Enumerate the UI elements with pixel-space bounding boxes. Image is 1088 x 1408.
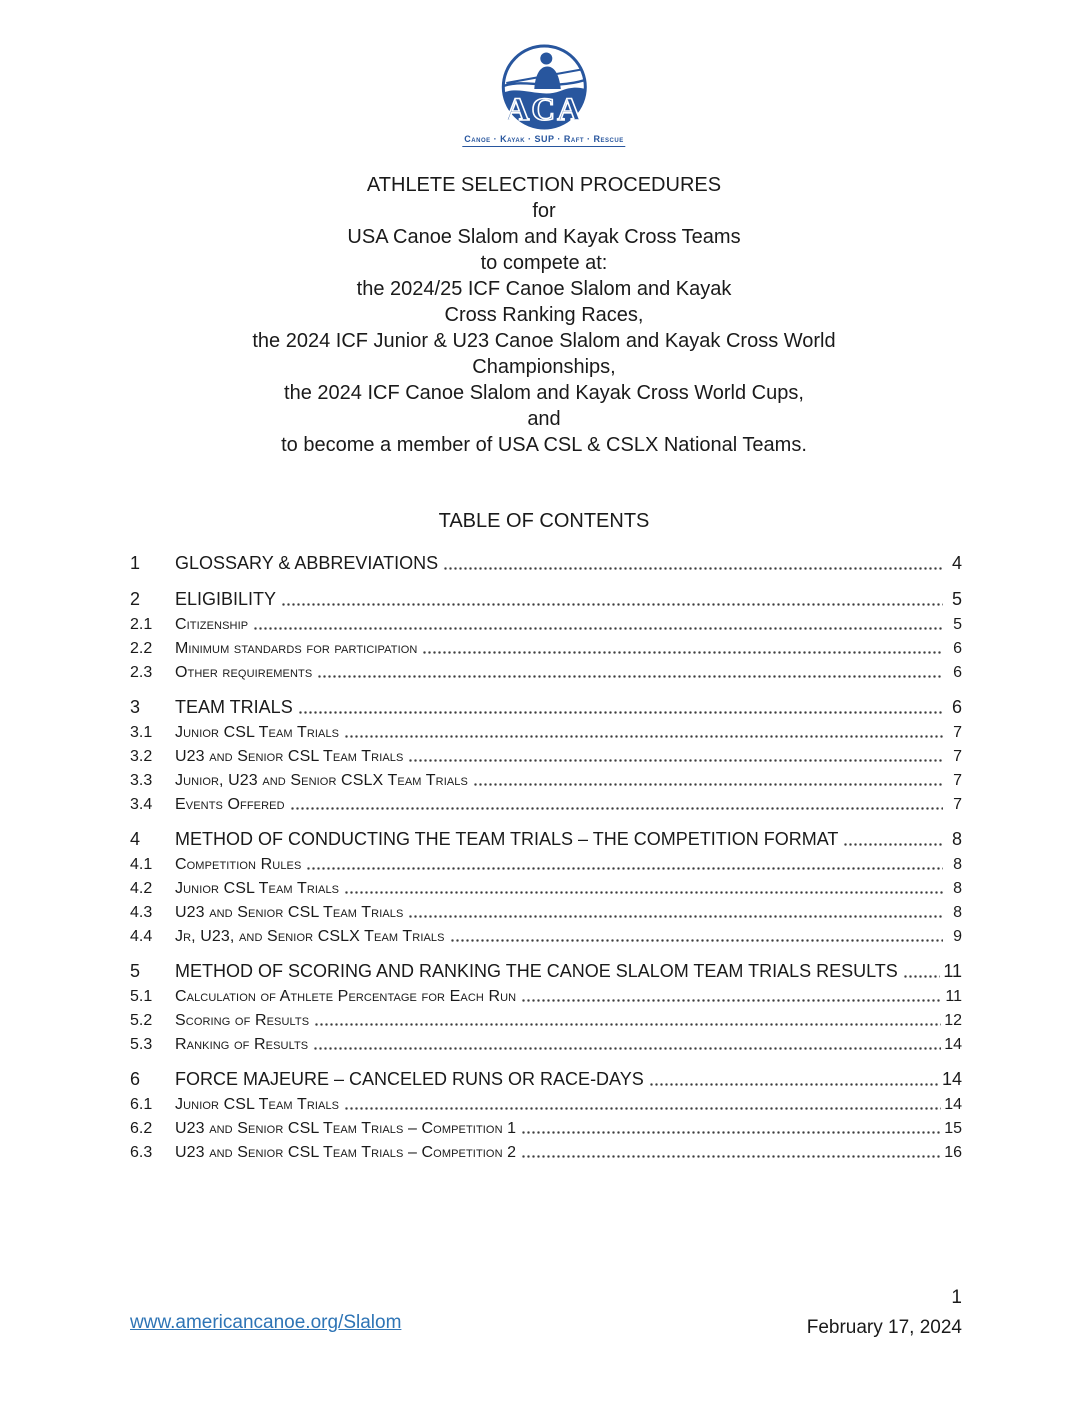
title-line: the 2024 ICF Canoe Slalom and Kayak Cross World Cups, [284,382,804,404]
toc-entry-number: 4 [130,829,141,849]
toc-leader-dots [443,547,943,574]
toc-entry-label: Scoring of Results [175,1012,310,1029]
toc-entry-number: 2.2 [130,640,153,657]
toc-entry[interactable] [130,1063,962,1090]
toc-leader-dots [903,955,941,982]
toc-entry-label: U23 and Senior CSL Team Trials [175,748,404,765]
toc-entry-number: 5.2 [130,1012,153,1029]
toc-entry-page: 9 [953,928,962,945]
toc-entry-label: U23 and Senior CSL Team Trials – Competition 2 [175,1144,517,1161]
footer-website-link[interactable]: www.americancanoe.org/Slalom [130,1312,402,1333]
toc-leader-dots [843,823,943,850]
toc-leader-dots [473,766,943,790]
toc-entry[interactable] [130,1006,962,1030]
toc-entry[interactable] [130,691,962,718]
toc-entry[interactable] [130,982,962,1006]
title-block [0,172,1088,458]
toc-entry-label: METHOD OF SCORING AND RANKING THE CANOE SLALOM TEAM TRIALS RESULTS [175,961,898,981]
toc-entry[interactable] [130,547,962,574]
toc-entry-label: Minimum standards for participation [175,640,418,657]
toc-entry-page: 11 [945,988,962,1005]
toc-entry-page: 11 [943,961,962,981]
toc-entry-label: FORCE MAJEURE – CANCELED RUNS OR RACE-DAYS [175,1069,644,1089]
aca-logo [462,42,625,147]
toc-leader-dots [344,718,943,742]
toc-leader-dots [306,850,943,874]
toc-leader-dots [649,1063,939,1090]
toc-entry-label: Junior CSL Team Trials [175,1096,340,1113]
aca-tagline: Canoe · Kayak · SUP · Raft · Rescue [462,134,625,147]
toc-entry-page: 14 [941,1069,962,1089]
toc-leader-dots [521,1114,941,1138]
toc-entry-label: Junior CSL Team Trials [175,724,340,741]
toc-entry-number: 4.4 [130,928,153,945]
toc-entry-label: Events Offered [175,796,285,813]
toc-entry-label: Junior, U23 and Senior CSLX Team Trials [175,772,468,789]
toc-leader-dots [313,1030,941,1054]
toc-entry-label: U23 and Senior CSL Team Trials [175,904,404,921]
toc-leader-dots [314,1006,941,1030]
toc-entry-page: 16 [944,1144,962,1161]
toc-entry-page: 8 [951,829,962,849]
title-line: the 2024/25 ICF Canoe Slalom and Kayak [356,278,732,300]
toc-entry[interactable] [130,922,962,946]
toc-entry-number: 4.2 [130,880,153,897]
toc-entry[interactable] [130,766,962,790]
toc-entry-label: Competition Rules [175,856,302,873]
toc-entry[interactable] [130,1114,962,1138]
toc-leader-dots [450,922,943,946]
toc-entry-number: 6.2 [130,1120,153,1137]
toc-entry-number: 3.1 [130,724,153,741]
title-line: ATHLETE SELECTION PROCEDURES [366,174,722,196]
title-line: USA Canoe Slalom and Kayak Cross Teams [347,226,741,248]
toc-leader-dots [317,658,943,682]
toc-entry-number: 4.3 [130,904,153,921]
toc-entry[interactable] [130,742,962,766]
toc-entry-page: 5 [951,589,962,609]
toc-leader-dots [408,742,943,766]
toc-entry-page: 7 [953,772,962,789]
toc-entry-number: 6.1 [130,1096,153,1113]
toc-entry-number: 3.2 [130,748,153,765]
toc-entry-number: 6 [130,1069,141,1089]
toc-entry-page: 6 [953,640,962,657]
toc-entry[interactable] [130,823,962,850]
toc-entry[interactable] [130,1030,962,1054]
toc-entry-label: Ranking of Results [175,1036,309,1053]
toc-entry-number: 5.3 [130,1036,153,1053]
toc-entry-number: 3 [130,697,141,717]
toc-entry[interactable] [130,874,962,898]
toc-entry[interactable] [130,1138,962,1162]
toc-leader-dots [521,982,942,1006]
toc-heading: TABLE OF CONTENTS [438,510,650,532]
toc-entry-label: METHOD OF CONDUCTING THE TEAM TRIALS – THE COMPETITION FORMAT [175,829,839,849]
toc-entry[interactable] [130,955,962,982]
toc-entry[interactable] [130,1090,962,1114]
title-line: and [527,408,561,430]
toc-entry[interactable] [130,634,962,658]
toc-entry-page: 15 [944,1120,962,1137]
toc-entry-number: 2.3 [130,664,153,681]
toc-entry-page: 5 [953,616,962,633]
toc-list [130,538,962,1162]
title-line: to become a member of USA CSL & CSLX National Teams. [281,434,807,456]
toc-entry[interactable] [130,610,962,634]
toc-entry-number: 3.3 [130,772,153,789]
toc-entry-label: TEAM TRIALS [175,697,293,717]
toc-leader-dots [521,1138,941,1162]
title-line: for [532,200,556,222]
toc-entry[interactable] [130,850,962,874]
toc-entry-label: Jr, U23, and Senior CSLX Team Trials [175,928,445,945]
toc-leader-dots [290,790,943,814]
toc-leader-dots [344,1090,941,1114]
toc-leader-dots [298,691,943,718]
toc-entry-number: 1 [130,553,141,573]
title-line: Championships, [472,356,616,378]
toc-entry[interactable] [130,658,962,682]
toc-entry[interactable] [130,898,962,922]
toc-entry-label: ELIGIBILITY [175,589,277,609]
toc-entry-number: 4.1 [130,856,153,873]
title-line: Cross Ranking Races, [444,304,644,326]
toc-entry-page: 7 [953,796,962,813]
aca-logo-graphic [498,42,590,132]
toc-leader-dots [281,583,943,610]
toc-entry-page: 12 [944,1012,962,1029]
toc-entry[interactable] [130,583,962,610]
toc-leader-dots [422,634,943,658]
toc-entry-page: 7 [953,724,962,741]
toc-entry[interactable] [130,790,962,814]
toc-entry-label: Junior CSL Team Trials [175,880,340,897]
toc-entry-page: 7 [953,748,962,765]
toc-leader-dots [344,874,943,898]
toc-entry-page: 4 [951,553,962,573]
page-number: 1 [951,1287,962,1308]
toc-leader-dots [408,898,943,922]
toc-entry-page: 14 [944,1036,962,1053]
toc-entry-label: Calculation of Athlete Percentage for Each Run [175,988,517,1005]
toc-entry-page: 8 [953,856,962,873]
toc-entry-label: GLOSSARY & ABBREVIATIONS [175,553,439,573]
toc-entry-page: 14 [944,1096,962,1113]
toc-entry-page: 8 [953,880,962,897]
toc-entry-label: Other requirements [175,664,313,681]
document-date: February 17, 2024 [806,1317,962,1338]
title-line: to compete at: [480,252,608,274]
toc-entry-number: 6.3 [130,1144,153,1161]
toc-entry[interactable] [130,718,962,742]
toc-entry-label: Citizenship [175,616,249,633]
toc-entry-page: 6 [953,664,962,681]
toc-entry-page: 8 [953,904,962,921]
toc-entry-number: 5 [130,961,141,981]
title-line: the 2024 ICF Junior & U23 Canoe Slalom and Kayak Cross World [252,330,836,352]
toc-entry-number: 3.4 [130,796,153,813]
toc-entry-number: 2.1 [130,616,153,633]
toc-entry-label: U23 and Senior CSL Team Trials – Competition 1 [175,1120,517,1137]
toc-entry-number: 5.1 [130,988,153,1005]
toc-entry-number: 2 [130,589,141,609]
footer-right-block [807,1283,962,1343]
toc-entry-page: 6 [951,697,962,717]
aca-acronym: ACA [505,92,583,128]
kayaker-head [540,53,552,65]
toc-leader-dots [253,610,943,634]
